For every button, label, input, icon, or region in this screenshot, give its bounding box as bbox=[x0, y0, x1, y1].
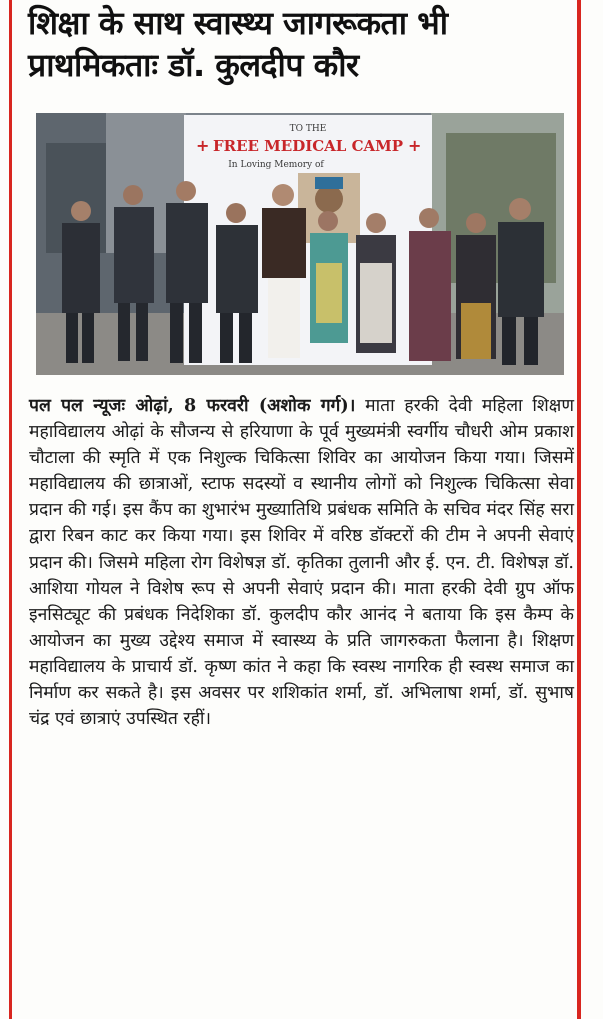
article-text: माता हरकी देवी महिला शिक्षण महाविद्यालय ओढ़ां के सौजन्य से हरियाणा के पूर्व मुख्यमंत्री स्वर्गीय चौधरी ओम प्रकाश चौटाला की स्मृति में एक निशुल्क चिकित्सा शिविर का आयोजन किया गया। जिसमें महाविद्यालय की छात्राओं, स्टाफ सदस्यों व स्थानीय लोगों को निशुल्क चिकित्सा सेवा प्रदान की गई। इस कैंप का शुभारंभ मुख्यातिथि प्रबंधक समिति के सचिव मंदर सिंह सरा द्वारा रिबन काट कर किया गया। इस शिविर में वरिष्ठ डॉक्टरों की टीम ने अपनी सेवाएं प्रदान की। जिसमे महिला रोग विशेषज्ञ डॉ. कृतिका तुलानी और ई. एन. टी. विशेषज्ञ डॉ. आशिया गोयल ने विशेष रूप से अपनी सेवाएं प्रदान की। माता हरकी देवी ग्रुप ऑफ इनसिट्यूट की प्रबंधक निदेशिका डॉ. कुलदीप कौर आनंद ने बताया कि इस कैम्प के आयोजन का मुख्य उद्देश्य समाज में स्वास्थ्य के प्रति जागरुकता फैलाना है। शिक्षण महाविद्यालय के प्राचार्य डॉ. कृष्ण कांत ने कहा कि स्वस्थ नागरिक ही स्वस्थ समाज का निर्माण कर सकते है। इस अवसर पर शशिकांत शर्मा, डॉ. अभिलाषा शर्मा, डॉ. सुभाष चंद्र एवं छात्राएं उपस्थित रहीं। bbox=[29, 396, 574, 730]
banner-line-sub: In Loving Memory of bbox=[228, 160, 324, 170]
headline: शिक्षा के साथ स्वास्थ्य जागरूकता भी प्राथमिकताः डॉ. कुलदीप कौर bbox=[28, 4, 448, 84]
banner-line-top: TO THE bbox=[289, 124, 327, 134]
left-red-border bbox=[9, 0, 12, 1019]
banner-plus-left: + bbox=[196, 136, 210, 155]
article-body bbox=[29, 393, 574, 732]
event-photo bbox=[36, 113, 564, 375]
right-red-border bbox=[577, 0, 581, 1019]
banner-line-main: FREE MEDICAL CAMP bbox=[212, 137, 404, 155]
article-dateline: पल पल न्यूजः ओढ़ां, 8 फरवरी (अशोक गर्ग)। bbox=[29, 396, 356, 416]
banner-plus-right: + bbox=[408, 136, 422, 155]
